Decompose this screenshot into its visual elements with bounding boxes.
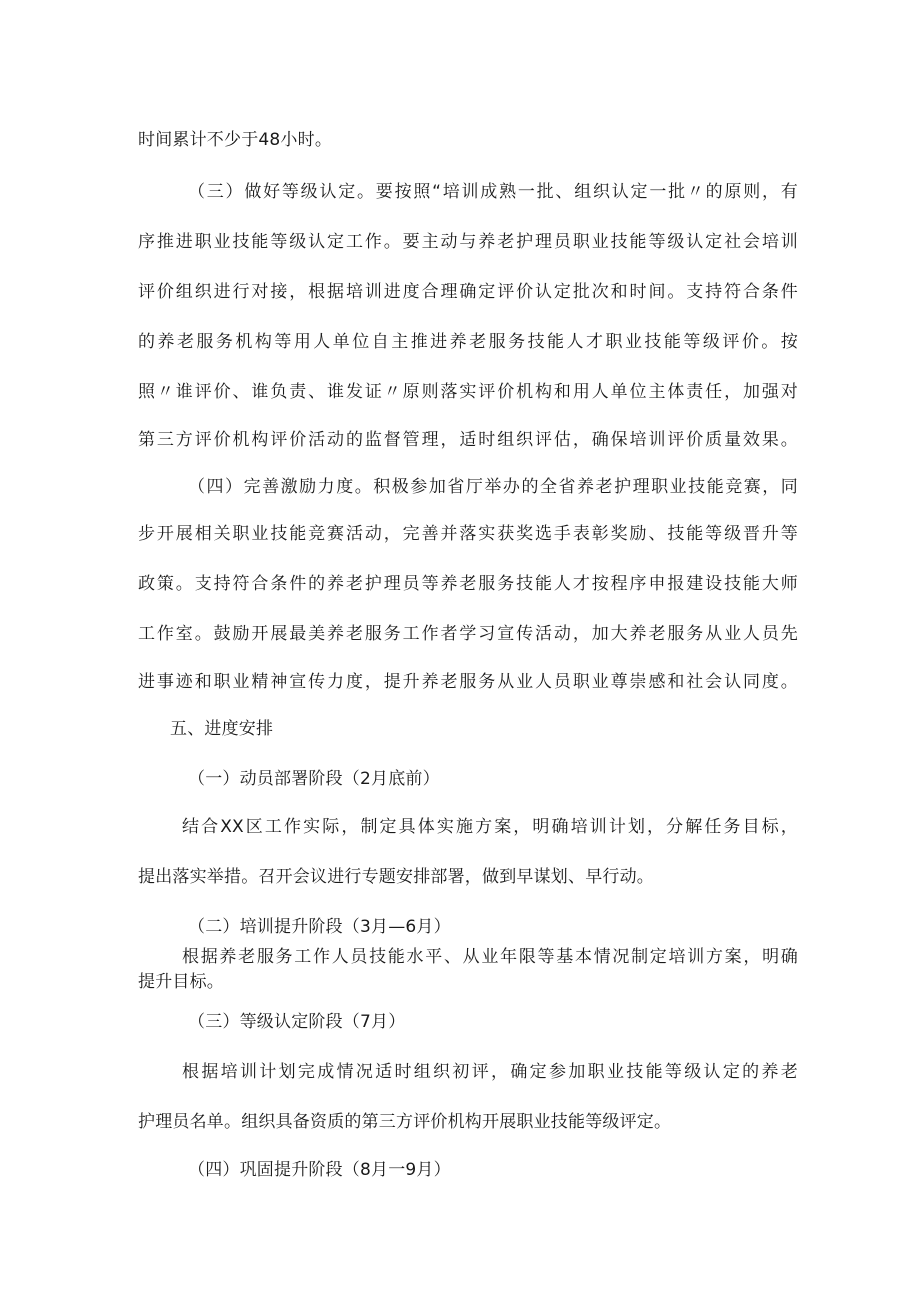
text-line: 工作室。鼓励开展最美养老服务工作者学习宣传活动，加大养老服务从业人员先 xyxy=(138,624,798,644)
section-heading-paragraph: （四）完善激励力度。积极参加省厅举办的全省养老护理职业技能竞赛，同 xyxy=(188,477,798,497)
text-line: 序推进职业技能等级认定工作。要主动与养老护理员职业技能等级认定社会培训 xyxy=(138,232,798,252)
section-heading-paragraph: （三）做好等级认定。要按照“培训成熟一批、组织认定一批〃的原则，有 xyxy=(188,182,798,202)
text-line: 第三方评价机构评价活动的监督管理，适时组织评估，确保培训评价质量效果。 xyxy=(138,430,798,450)
text-line: 结合XX区工作实际，制定具体实施方案，明确培训计划，分解任务目标， xyxy=(182,817,798,837)
text-line: 步开展相关职业技能竞赛活动，完善并落实获奖选手表彰奖励、技能等级晋升等 xyxy=(138,524,798,544)
text-line: 的养老服务机构等用人单位自主推进养老服务技能人才职业技能等级评价。按 xyxy=(138,332,798,352)
subsection-title: （二）培训提升阶段（3月—6月） xyxy=(188,917,451,937)
text-line: 护理员名单。组织具备资质的第三方评价机构开展职业技能等级评定。 xyxy=(138,1112,672,1132)
text-line: 进事迹和职业精神宣传力度，提升养老服务从业人员职业尊崇感和社会认同度。 xyxy=(138,672,798,692)
section-title: 五、进度安排 xyxy=(170,719,274,739)
text-line: 提出落实举措。召开会议进行专题安排部署，做到早谋划、早行动。 xyxy=(138,867,654,887)
subsection-title: （一）动员部署阶段（2月底前） xyxy=(188,769,440,789)
text-line: 时间累计不少于48小时。 xyxy=(138,130,333,150)
text-line: 评价组织进行对接，根据培训进度合理确定评价认定批次和时间。支持符合条件 xyxy=(138,282,798,302)
text-line: 政策。支持符合条件的养老护理员等养老服务技能人才按程序申报建设技能大师 xyxy=(138,574,798,594)
subsection-title: （四）巩固提升阶段（8月一9月） xyxy=(188,1160,451,1180)
text-line: 根据养老服务工作人员技能水平、从业年限等基本情况制定培训方案，明确 xyxy=(182,947,798,967)
text-line: 照〃谁评价、谁负责、谁发证〃原则落实评价机构和用人单位主体责任，加强对 xyxy=(138,382,798,402)
subsection-title: （三）等级认定阶段（7月） xyxy=(188,1012,406,1032)
text-line: 根据培训计划完成情况适时组织初评，确定参加职业技能等级认定的养老 xyxy=(182,1062,798,1082)
text-line: 提升目标。 xyxy=(138,972,224,992)
